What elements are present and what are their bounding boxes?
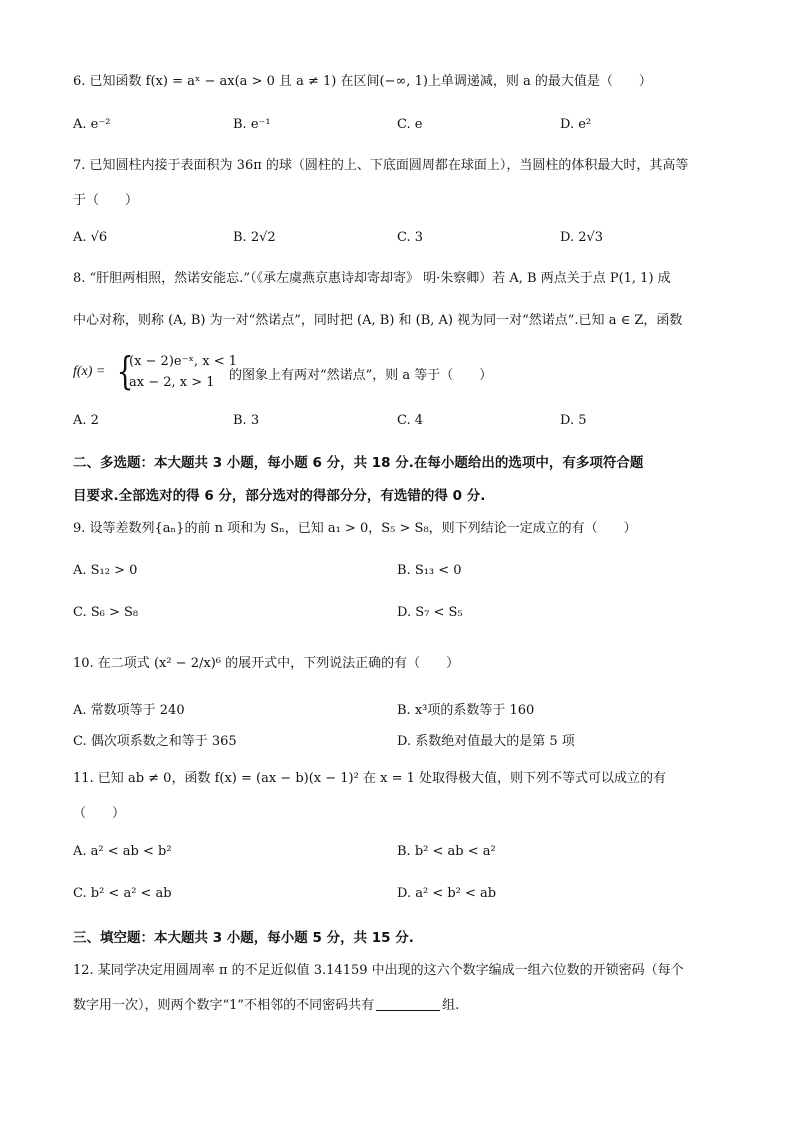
question-12-stem-line-1: 12. 某同学决定用圆周率 π 的不足近似值 3.14159 中出现的这六个数字编成一组六位数的开锁密码（每个 (73, 963, 684, 978)
question-7-stem-line-1: 7. 已知圆柱内接于表面积为 36π 的球（圆柱的上、下底面圆周都在球面上），当圆柱的体积最大时，其高等 (73, 158, 689, 173)
question-11-stem-line-2: （ ） (73, 806, 126, 821)
question-7-option-b: B. 2√2 (233, 230, 276, 245)
question-9-option-a: A. S₁₂ > 0 (73, 563, 138, 578)
question-9-option-d: D. S₇ < S₅ (397, 605, 463, 620)
question-11-option-a: A. a² < ab < b² (73, 844, 172, 859)
answer-blank[interactable] (376, 996, 440, 1011)
question-10-option-b: B. x³项的系数等于 160 (397, 703, 535, 718)
question-10-stem: 10. 在二项式 (x² − 2/x)⁶ 的展开式中，下列说法正确的有（ ） (73, 656, 460, 671)
question-9-stem: 9. 设等差数列{aₙ}的前 n 项和为 Sₙ，已知 a₁ > 0，S₅ > S₈，则下列结论一定成立的有（ ） (73, 521, 637, 536)
piecewise-case-2: ax − 2, x > 1 (129, 375, 215, 390)
question-10-option-c: C. 偶次项系数之和等于 365 (73, 734, 237, 749)
question-12-stem-line-2 (73, 996, 459, 1015)
question-9-option-c: C. S₆ > S₈ (73, 605, 139, 620)
question-11-option-b: B. b² < ab < a² (397, 844, 496, 859)
brace-symbol: { (116, 349, 134, 393)
section-2-heading-line-1: 二、多选题：本大题共 3 小题，每小题 6 分，共 18 分.在每小题给出的选项中，有多项符合题 (73, 455, 644, 471)
question-8-option-d: D. 5 (560, 413, 587, 428)
question-9-option-b: B. S₁₃ < 0 (397, 563, 462, 578)
question-6-option-d: D. e² (560, 117, 592, 132)
question-10-option-d: D. 系数绝对值最大的是第 5 项 (397, 734, 575, 749)
question-6-option-c: C. e (397, 117, 423, 132)
function-label: f(x) = (73, 364, 106, 379)
question-7-option-c: C. 3 (397, 230, 424, 245)
question-11-stem-line-1: 11. 已知 ab ≠ 0，函数 f(x) = (ax − b)(x − 1)² 在 x = 1 处取得极大值，则下列不等式可以成立的有 (73, 771, 666, 786)
question-8-option-c: C. 4 (397, 413, 424, 428)
question-12-stem-line-2-pre: 数字用一次），则两个数字“1”不相邻的不同密码共有 (73, 998, 375, 1013)
question-7-option-a: A. √6 (73, 230, 108, 245)
question-11-option-c: C. b² < a² < ab (73, 886, 172, 901)
section-2-heading-line-2: 目要求.全部选对的得 6 分，部分选对的得部分分，有选错的得 0 分. (73, 488, 486, 504)
question-7-option-d: D. 2√3 (560, 230, 604, 245)
question-8-stem-line-1: 8. “肝胆两相照，然诺安能忘.”（《承左虞燕京惠诗却寄却寄》 明·朱察卿）若 A, B 两点关于点 P(1, 1) 成 (73, 271, 671, 286)
question-6-option-a: A. e⁻² (73, 117, 111, 132)
question-6-stem: 6. 已知函数 f(x) = aˣ − ax(a > 0 且 a ≠ 1) 在区间(−∞, 1)上单调递减，则 a 的最大值是（ ） (73, 74, 652, 89)
question-6-option-b: B. e⁻¹ (233, 117, 271, 132)
section-3-heading: 三、填空题：本大题共 3 小题，每小题 5 分，共 15 分. (73, 930, 414, 946)
question-8-stem-line-3: 的图象上有两对“然诺点”，则 a 等于（ ） (229, 368, 493, 383)
question-7-stem-line-2: 于（ ） (73, 193, 139, 208)
question-8-option-a: A. 2 (73, 413, 99, 428)
question-8-stem-line-2: 中心对称，则称 (A, B) 为一对“然诺点”，同时把 (A, B) 和 (B, A) 视为同一对“然诺点”.已知 a ∈ Z，函数 (73, 313, 683, 328)
question-11-option-d: D. a² < b² < ab (397, 886, 497, 901)
question-8-option-b: B. 3 (233, 413, 260, 428)
question-12-stem-line-2-post: 组. (442, 998, 460, 1013)
piecewise-case-1: (x − 2)e⁻ˣ, x < 1 (129, 354, 237, 369)
question-10-option-a: A. 常数项等于 240 (73, 703, 185, 718)
